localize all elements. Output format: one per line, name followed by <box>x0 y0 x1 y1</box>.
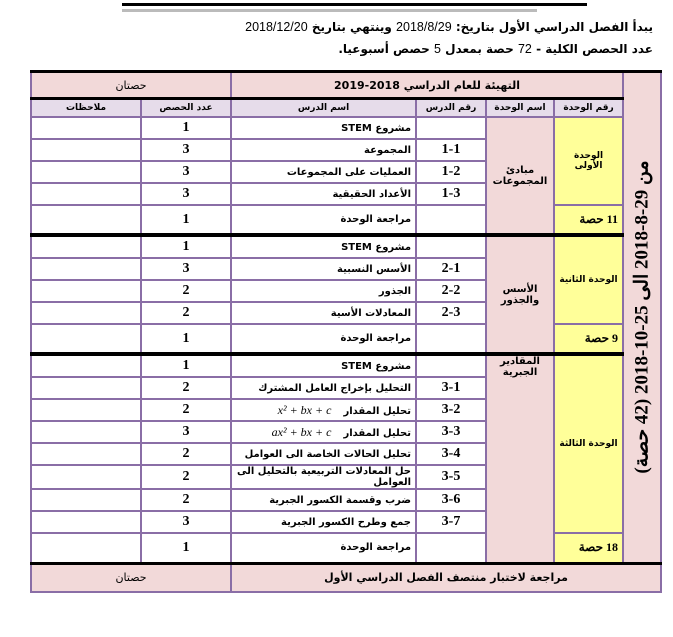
lesson-periods: 3 <box>141 183 231 205</box>
unit-number: الوحدة الثالثة <box>554 354 623 533</box>
lesson-row <box>31 117 661 139</box>
date-range-cell <box>623 72 661 564</box>
semester-dates <box>245 20 653 34</box>
math-expression: x² + bx + c <box>277 402 332 417</box>
lesson-notes <box>31 302 141 324</box>
lesson-notes <box>31 161 141 183</box>
lesson-notes <box>31 205 141 235</box>
lesson-row <box>31 324 661 354</box>
lesson-number <box>416 235 486 258</box>
unit-name: الأسس والجذور <box>486 235 554 354</box>
lesson-name <box>231 465 416 489</box>
start-date: 2018/8/29 <box>396 20 452 34</box>
lesson-name-text: الجذور <box>378 285 412 297</box>
periods-summary <box>338 42 653 56</box>
lesson-number: 3-7 <box>416 511 486 533</box>
lesson-name-text: تحليل المقدار <box>343 405 412 417</box>
lesson-periods: 2 <box>141 443 231 465</box>
lesson-name-text: مشروع STEM <box>341 241 412 253</box>
lesson-name <box>231 533 416 563</box>
lesson-name-text: التحليل بإخراج العامل المشترك <box>258 382 412 394</box>
unit-name: مبادئ المجموعات <box>486 117 554 235</box>
lesson-periods: 1 <box>141 324 231 354</box>
lesson-number: 1-2 <box>416 161 486 183</box>
lesson-number <box>416 205 486 235</box>
midterm-review-row <box>31 563 661 592</box>
top-rule-gray <box>122 9 537 12</box>
curriculum-table <box>30 70 662 593</box>
lesson-number <box>416 324 486 354</box>
lesson-name-text: حل المعادلات التربيعية بالتحليل الى العوامل <box>236 466 412 488</box>
lesson-name <box>231 399 416 421</box>
lesson-periods: 3 <box>141 139 231 161</box>
intro-text: يبدأ الفصل الدراسي الأول بتاريخ: <box>455 20 653 34</box>
lesson-name-text: مراجعة الوحدة <box>340 214 412 225</box>
intro-text: وينتهي بتاريخ <box>311 20 392 34</box>
lesson-name-text: مراجعة الوحدة <box>340 333 412 344</box>
lesson-row <box>31 205 661 235</box>
lesson-number: 3-6 <box>416 489 486 511</box>
intro-text: عدد الحصص الكلية - <box>536 42 653 56</box>
lesson-number: 1-3 <box>416 183 486 205</box>
lesson-periods: 2 <box>141 280 231 302</box>
lesson-periods: 1 <box>141 235 231 258</box>
lesson-notes <box>31 489 141 511</box>
lesson-name <box>231 117 416 139</box>
lesson-name-text: العمليات على المجموعات <box>286 166 412 178</box>
lesson-number <box>416 354 486 377</box>
intro-text: حصص أسبوعيا. <box>338 42 430 56</box>
header-notes: ملاحظات <box>31 99 141 118</box>
top-rule <box>122 3 587 6</box>
lesson-row <box>31 235 661 258</box>
unit-period-count: 11 حصة <box>554 205 623 235</box>
lesson-periods: 1 <box>141 533 231 563</box>
orientation-title: التهيئة للعام الدراسي 2018-2019 <box>231 72 623 99</box>
lesson-name <box>231 421 416 443</box>
lesson-number: 3-4 <box>416 443 486 465</box>
lesson-notes <box>31 533 141 563</box>
header-unit-name: اسم الوحدة <box>486 99 554 118</box>
lesson-notes <box>31 117 141 139</box>
lesson-row <box>31 533 661 563</box>
unit-number: الوحدة الأولى <box>554 117 623 205</box>
lesson-notes <box>31 324 141 354</box>
lesson-periods: 2 <box>141 399 231 421</box>
lesson-periods: 2 <box>141 465 231 489</box>
lesson-name-text: الأعداد الحقيقية <box>332 188 412 200</box>
intro-text: حصة بمعدل <box>445 42 514 56</box>
lesson-name <box>231 302 416 324</box>
lesson-periods: 3 <box>141 511 231 533</box>
lesson-periods: 3 <box>141 421 231 443</box>
lesson-name <box>231 354 416 377</box>
lesson-name <box>231 235 416 258</box>
lesson-number: 3-5 <box>416 465 486 489</box>
lesson-number <box>416 533 486 563</box>
lesson-periods: 1 <box>141 205 231 235</box>
lesson-name-text: جمع وطرح الكسور الجبرية <box>281 516 412 528</box>
lesson-name-text: مشروع STEM <box>341 360 412 372</box>
lesson-name <box>231 377 416 399</box>
lesson-name <box>231 324 416 354</box>
orientation-periods: حصتان <box>31 72 231 99</box>
lesson-notes <box>31 183 141 205</box>
lesson-name-text: تحليل الحالات الخاصة الى العوامل <box>244 448 412 460</box>
header-periods: عدد الحصص <box>141 99 231 118</box>
lesson-periods: 2 <box>141 302 231 324</box>
lesson-name <box>231 183 416 205</box>
lesson-name <box>231 489 416 511</box>
header-row <box>31 99 661 118</box>
date-range-label: من 29-8-2018 الى 25-10-2018 (42 حصة) <box>631 160 653 474</box>
lesson-periods: 1 <box>141 354 231 377</box>
lesson-name-text: مشروع STEM <box>341 122 412 134</box>
lesson-number: 2-3 <box>416 302 486 324</box>
lesson-periods: 2 <box>141 377 231 399</box>
lesson-number <box>416 117 486 139</box>
orientation-row <box>31 72 661 99</box>
unit-number: الوحدة الثانية <box>554 235 623 324</box>
lesson-name-text: مراجعة الوحدة <box>340 542 412 554</box>
lesson-notes <box>31 377 141 399</box>
lesson-number: 2-1 <box>416 258 486 280</box>
lesson-number: 2-2 <box>416 280 486 302</box>
lesson-periods: 3 <box>141 161 231 183</box>
lesson-name <box>231 161 416 183</box>
lesson-name-text: الأسس النسبية <box>337 263 412 275</box>
unit-name: المقادير الجبرية <box>486 354 554 563</box>
math-expression: ax² + bx + c <box>271 424 332 439</box>
lesson-name <box>231 443 416 465</box>
lesson-notes <box>31 139 141 161</box>
total-periods: 72 <box>517 42 532 56</box>
lesson-name <box>231 258 416 280</box>
lesson-name <box>231 205 416 235</box>
lesson-row <box>31 354 661 377</box>
midterm-review-label: مراجعة لاختبار منتصف الفصل الدراسي الأول <box>231 563 661 592</box>
lesson-periods: 3 <box>141 258 231 280</box>
lesson-notes <box>31 421 141 443</box>
header-lesson-no: رقم الدرس <box>416 99 486 118</box>
lesson-notes <box>31 511 141 533</box>
lesson-number: 3-1 <box>416 377 486 399</box>
lesson-number: 3-3 <box>416 421 486 443</box>
lesson-notes <box>31 258 141 280</box>
lesson-name <box>231 511 416 533</box>
unit-period-count: 9 حصة <box>554 324 623 354</box>
lesson-name <box>231 280 416 302</box>
lesson-notes <box>31 280 141 302</box>
midterm-review-periods: حصتان <box>31 563 231 592</box>
lesson-notes <box>31 443 141 465</box>
header-unit-no: رقم الوحدة <box>554 99 623 118</box>
lesson-periods: 1 <box>141 117 231 139</box>
unit-period-count: 18 حصة <box>554 533 623 563</box>
lesson-name-text: تحليل المقدار <box>343 427 412 439</box>
lesson-name-text: ضرب وقسمة الكسور الجبرية <box>269 494 412 506</box>
lesson-name-text: المجموعة <box>364 144 412 156</box>
end-date: 2018/12/20 <box>245 20 308 34</box>
lesson-number: 1-1 <box>416 139 486 161</box>
lesson-number: 3-2 <box>416 399 486 421</box>
header-lesson-name: اسم الدرس <box>231 99 416 118</box>
lesson-name-text: المعادلات الأسية <box>330 307 412 319</box>
lesson-name <box>231 139 416 161</box>
lesson-notes <box>31 465 141 489</box>
lesson-notes <box>31 235 141 258</box>
weekly-rate: 5 <box>434 42 441 56</box>
lesson-notes <box>31 354 141 377</box>
lesson-notes <box>31 399 141 421</box>
lesson-periods: 2 <box>141 489 231 511</box>
